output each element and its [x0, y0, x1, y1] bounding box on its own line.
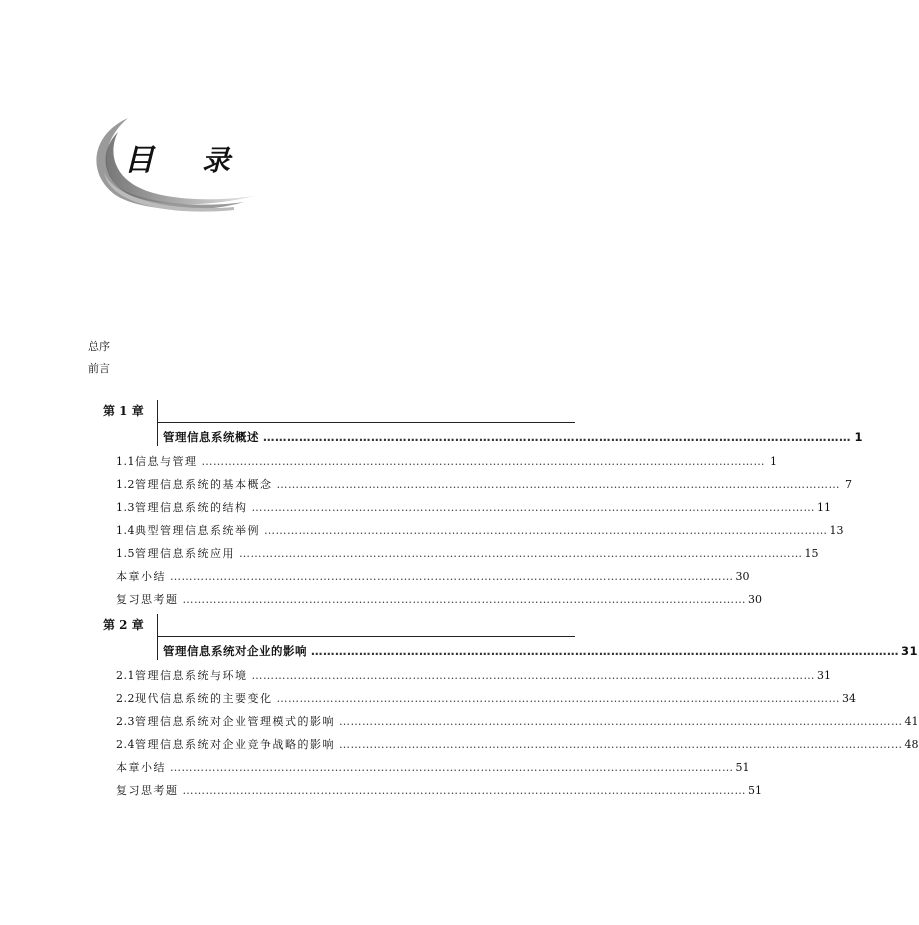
front-matter-preface-general[interactable]: 总序: [88, 340, 110, 353]
leader-dots: …………………………………………………………………………………………………………………………………: [170, 570, 734, 583]
leader-dots: …………………………………………………………………………………………………………………………………: [264, 524, 828, 537]
summary-title: 本章小结: [116, 570, 166, 583]
chapter-2-label: 第 2 章: [103, 618, 144, 632]
review-title: 复习思考题: [116, 593, 179, 606]
section-page: 34: [842, 692, 856, 705]
section-title: 管理信息系统与环境: [135, 669, 248, 682]
section-number: 1.3: [116, 501, 135, 514]
chapter-2-divider: [157, 614, 158, 660]
toc-entry-1-summary[interactable]: [116, 568, 750, 584]
section-page: 7: [845, 478, 852, 491]
section-title: 管理信息系统应用: [135, 547, 235, 560]
section-title: 现代信息系统的主要变化: [135, 692, 273, 705]
toc-entry-1-review[interactable]: [116, 591, 762, 607]
section-title: 信息与管理: [135, 455, 198, 468]
section-number: 2.2: [116, 692, 135, 705]
section-number: 1.4: [116, 524, 135, 537]
section-title: 典型管理信息系统举例: [135, 524, 260, 537]
chapter-2-title-row[interactable]: [163, 643, 919, 659]
section-page: 11: [817, 501, 831, 514]
front-matter-preface[interactable]: 前言: [88, 362, 110, 375]
toc-entry-2-2[interactable]: [116, 690, 856, 706]
section-number: 2.3: [116, 715, 135, 728]
toc-entry-1-5[interactable]: [116, 545, 819, 561]
section-page: 15: [804, 547, 819, 560]
section-page: 1: [770, 455, 777, 468]
toc-entry-1-4[interactable]: [116, 522, 844, 538]
toc-entry-2-summary[interactable]: [116, 759, 750, 775]
contents-title-char2: 录: [202, 144, 231, 177]
leader-dots: …………………………………………………………………………………………………………………………………: [276, 692, 840, 705]
section-number: 1.1: [116, 455, 135, 468]
chapter-1-rule: [157, 422, 575, 423]
leader-dots: …………………………………………………………………………………………………………………………………: [251, 501, 815, 514]
contents-title-char1: 目: [124, 143, 154, 178]
leader-dots: …………………………………………………………………………………………………………………………………: [339, 715, 903, 728]
chapter-1-title-row[interactable]: [163, 429, 863, 445]
leader-dots: …………………………………………………………………………………………………………………………………: [311, 644, 899, 658]
toc-entry-1-2[interactable]: [116, 476, 852, 492]
section-number: 1.5: [116, 547, 135, 560]
leader-dots: …………………………………………………………………………………………………………………………………: [239, 547, 803, 560]
section-title: 管理信息系统的结构: [135, 501, 248, 514]
section-title: 管理信息系统的基本概念: [135, 478, 273, 491]
section-title: 管理信息系统对企业管理模式的影响: [135, 715, 335, 728]
section-title: 管理信息系统对企业竞争战略的影响: [135, 738, 335, 751]
leader-dots: …………………………………………………………………………………………………………………………………: [263, 430, 851, 444]
leader-dots: …………………………………………………………………………………………………………………………………: [182, 593, 746, 606]
leader-dots: …………………………………………………………………………………………………………………………………: [339, 738, 903, 751]
leader-dots: …………………………………………………………………………………………………………………………………: [170, 761, 734, 774]
leader-dots: …………………………………………………………………………………………………………………………………: [201, 455, 765, 468]
section-page: 41: [904, 715, 919, 728]
chapter-2-title: 管理信息系统对企业的影响: [163, 644, 307, 658]
leader-dots: …………………………………………………………………………………………………………………………………: [276, 478, 840, 491]
contents-logo: [84, 112, 264, 222]
toc-entry-1-1[interactable]: [116, 453, 777, 469]
review-page: 30: [748, 593, 762, 606]
chapter-2-rule: [157, 636, 575, 637]
section-number: 2.4: [116, 738, 135, 751]
summary-title: 本章小结: [116, 761, 166, 774]
chapter-1-divider: [157, 400, 158, 446]
toc-entry-2-1[interactable]: [116, 667, 831, 683]
review-title: 复习思考题: [116, 784, 179, 797]
section-page: 48: [904, 738, 919, 751]
section-number: 2.1: [116, 669, 135, 682]
section-page: 31: [817, 669, 831, 682]
toc-entry-2-4[interactable]: [116, 736, 919, 752]
chapter-1-title: 管理信息系统概述: [163, 430, 259, 444]
summary-page: 51: [735, 761, 750, 774]
section-number: 1.2: [116, 478, 135, 491]
chapter-2-page: 31: [901, 644, 919, 658]
leader-dots: …………………………………………………………………………………………………………………………………: [182, 784, 746, 797]
toc-entry-2-3[interactable]: [116, 713, 919, 729]
review-page: 51: [748, 784, 762, 797]
section-page: 13: [829, 524, 844, 537]
toc-entry-2-review[interactable]: [116, 782, 762, 798]
toc-entry-1-3[interactable]: [116, 499, 831, 515]
summary-page: 30: [735, 570, 750, 583]
leader-dots: …………………………………………………………………………………………………………………………………: [251, 669, 815, 682]
chapter-1-label: 第 1 章: [103, 404, 144, 418]
chapter-1-page: 1: [854, 430, 863, 444]
